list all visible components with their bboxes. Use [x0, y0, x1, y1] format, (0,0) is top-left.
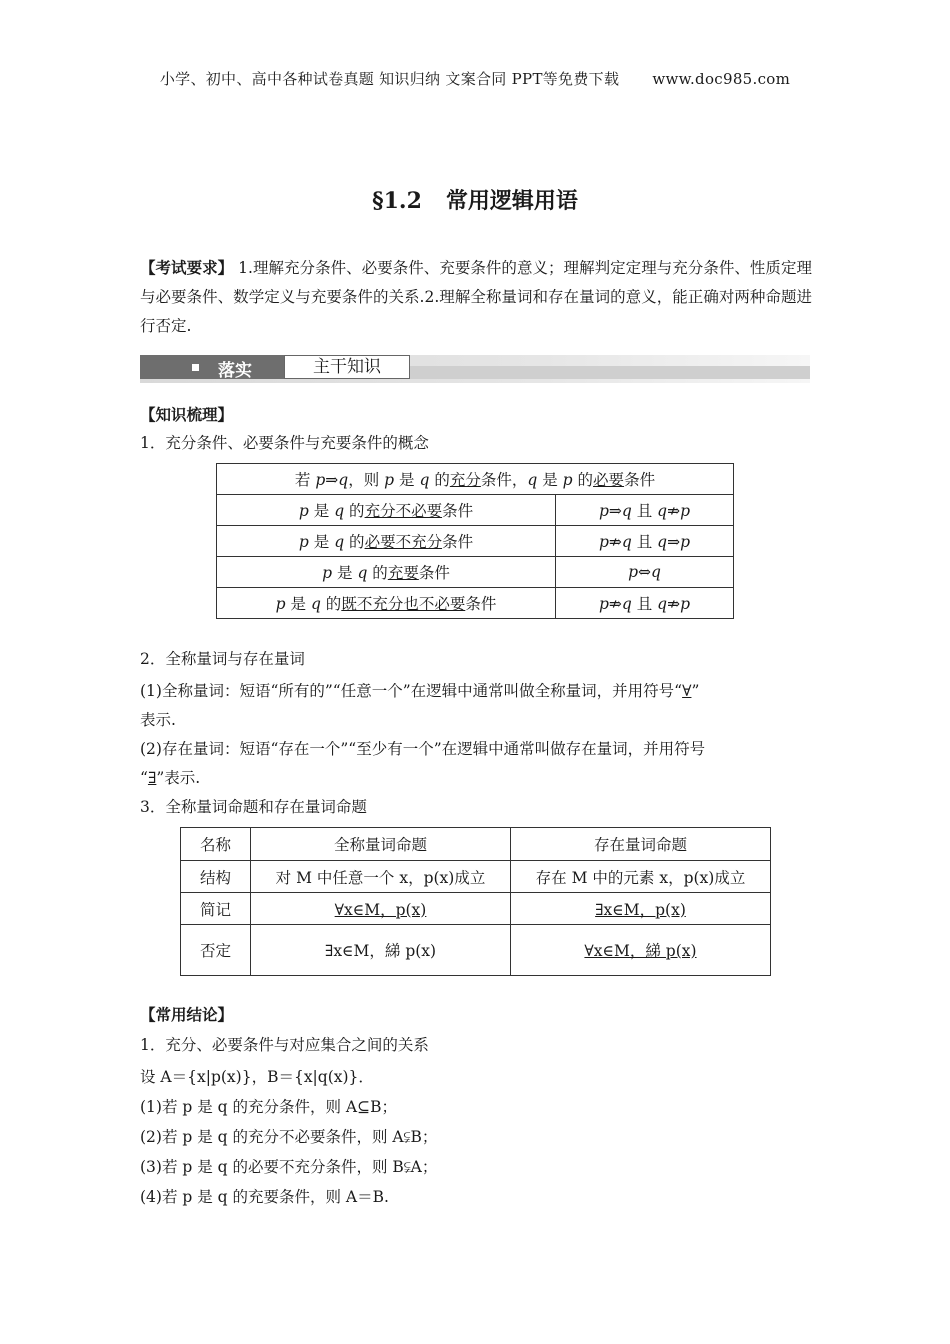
- table-cell: ∀x∈M，p(x): [251, 893, 511, 925]
- requirements-label: 【考试要求】: [140, 259, 234, 277]
- table-row: [181, 893, 771, 925]
- conclusion-heading: 1．充分、必要条件与对应集合之间的关系: [140, 1036, 429, 1054]
- table-header-cell: 名称: [181, 828, 251, 861]
- conclusions-label: 【常用结论】: [140, 1006, 234, 1024]
- item2-heading: 2．全称量词与存在量词: [140, 650, 305, 668]
- quantifier-table: [180, 827, 771, 976]
- header-text: 小学、初中、高中各种试卷真题 知识归纳 文案合同 PPT等免费下载: [159, 70, 620, 88]
- table-row: [217, 526, 734, 557]
- banner-dark-label: 落实: [218, 361, 252, 381]
- table-row: [181, 861, 771, 893]
- page-header: [0, 68, 950, 89]
- existential-quantifier-text: (2)存在量词：短语“存在一个”“至少有一个”在逻辑中通常叫做存在量词，并用符号: [140, 740, 706, 758]
- table-cell: 对 M 中任意一个 x，p(x)成立: [251, 861, 511, 893]
- condition-cell: p 是 q 的必要不充分条件: [217, 526, 556, 557]
- table-cell: 存在 M 中的元素 x，p(x)成立: [511, 861, 771, 893]
- exam-requirements: [140, 254, 812, 341]
- condition-table-header: 若 p⇒q，则 p 是 q 的充分条件，q 是 p 的必要条件: [217, 464, 734, 495]
- condition-cell: p 是 q 的既不充分也不必要条件: [217, 588, 556, 619]
- relation-cell: p⇏q 且 q⇒p: [556, 526, 734, 557]
- table-row: [217, 588, 734, 619]
- section-banner: [140, 355, 810, 383]
- conclusion-item: (2)若 p 是 q 的充分不必要条件，则 A⫋B；: [140, 1128, 438, 1146]
- conclusion-item: (3)若 p 是 q 的必要不充分条件，则 B⫋A；: [140, 1158, 438, 1176]
- universal-quantifier-text: (1)全称量词：短语“所有的”“任意一个”在逻辑中通常叫做全称量词，并用符号“∀”: [140, 682, 700, 700]
- table-row: [181, 925, 771, 976]
- requirements-text: 1.理解充分条件、必要条件、充要条件的意义；理解判定定理与充分条件、性质定理与必要条件、数学定义与充要条件的关系.2.理解全称量词和存在量词的意义，能正确对两种命题进行否定.: [140, 259, 812, 335]
- banner-light-label: 主干知识: [284, 355, 410, 379]
- table-cell: ∃x∈M，綈 p(x): [251, 925, 511, 976]
- relation-cell: p⇏q 且 q⇏p: [556, 588, 734, 619]
- banner-dark-tab: [140, 355, 284, 379]
- table-header-cell: 全称量词命题: [251, 828, 511, 861]
- universal-quantifier-tail: 表示.: [140, 711, 176, 729]
- table-row: [217, 464, 734, 495]
- table-row: [181, 828, 771, 861]
- row-label-cell: 结构: [181, 861, 251, 893]
- table-cell: ∃x∈M，p(x): [511, 893, 771, 925]
- row-label-cell: 简记: [181, 893, 251, 925]
- table-header-cell: 存在量词命题: [511, 828, 771, 861]
- item1-heading: 1．充分条件、必要条件与充要条件的概念: [140, 434, 429, 452]
- row-label-cell: 否定: [181, 925, 251, 976]
- page-title: [0, 184, 950, 215]
- header-site-link[interactable]: www.doc985.com: [652, 70, 791, 88]
- square-bullet-icon: [192, 364, 199, 371]
- item3-heading: 3．全称量词命题和存在量词命题: [140, 798, 367, 816]
- relation-cell: p⇔q: [556, 557, 734, 588]
- relation-cell: p⇒q 且 q⇏p: [556, 495, 734, 526]
- table-cell: ∀x∈M，綈 p(x): [511, 925, 771, 976]
- title-text: 常用逻辑用语: [445, 189, 578, 214]
- knowledge-label: 【知识梳理】: [140, 406, 234, 424]
- condition-table: [216, 463, 734, 619]
- table-row: [217, 557, 734, 588]
- section-number: §1.2: [372, 188, 422, 214]
- table-row: [217, 495, 734, 526]
- set-definition: 设 A＝{x|p(x)}，B＝{x|q(x)}．: [140, 1068, 374, 1086]
- conclusion-item: (1)若 p 是 q 的充分条件，则 A⊆B；: [140, 1098, 398, 1116]
- condition-cell: p 是 q 的充分不必要条件: [217, 495, 556, 526]
- existential-quantifier-tail: “∃”表示.: [140, 769, 201, 787]
- banner-strip: [410, 366, 810, 379]
- condition-cell: p 是 q 的充要条件: [217, 557, 556, 588]
- conclusion-item: (4)若 p 是 q 的充要条件，则 A＝B.: [140, 1188, 389, 1206]
